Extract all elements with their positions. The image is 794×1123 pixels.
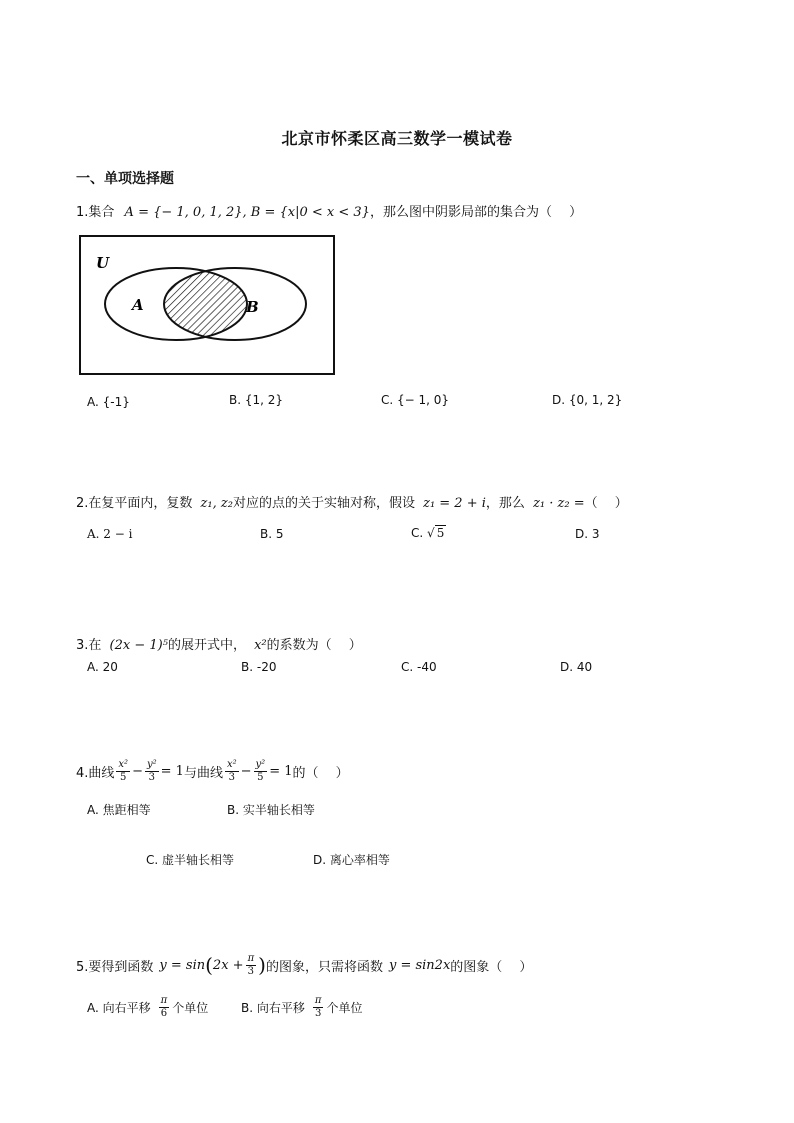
- venn-diagram: [78, 234, 338, 378]
- venn-label-u: U: [96, 254, 110, 272]
- q2-option-b[interactable]: B. 5: [260, 527, 284, 541]
- q2-option-d[interactable]: D. 3: [575, 527, 600, 541]
- q4-c2-frac-y: $\frac{\text{y²}}{5}$: [255, 759, 266, 783]
- page-title: 北京市怀柔区高三数学一模试卷: [281, 129, 513, 148]
- q3-option-d[interactable]: D. 40: [560, 660, 593, 674]
- q1-option-c[interactable]: C. {− 1, 0}: [381, 393, 450, 407]
- q2-z-pair: z₁, z₂: [200, 496, 233, 511]
- q2-product: z₁ · z₂ =: [533, 496, 585, 511]
- q3-option-a[interactable]: A. 20: [87, 660, 118, 674]
- q1-option-d[interactable]: D. {0, 1, 2}: [552, 393, 623, 407]
- q3-expr: (2x − 1)⁵: [109, 638, 168, 653]
- q5-option-b[interactable]: B. 向右平移 $\frac{\pi}{3}$ 个单位: [241, 995, 363, 1019]
- q4-option-a[interactable]: A. 焦距相等: [87, 803, 151, 817]
- q3-option-c[interactable]: C. -40: [401, 660, 437, 674]
- q5-mid: 的图象，只需将函数: [265, 959, 383, 975]
- question-3: [76, 634, 362, 653]
- q2-prefix: 2.在复平面内，复数: [76, 496, 193, 511]
- venn-label-a: A: [132, 296, 144, 314]
- q3-suffix: 的系数为（ ）: [266, 638, 362, 653]
- question-2: [76, 492, 628, 511]
- q5-prefix: 5.要得到函数: [76, 959, 154, 975]
- q1-math: A = {− 1, 0, 1, 2}, B = {x|0 < x < 3}: [124, 205, 370, 220]
- q4-c2-frac-x: $\frac{\text{x²}}{3}$: [226, 759, 237, 783]
- q5-f1-left: y = sin: [159, 957, 206, 973]
- q2-option-a[interactable]: A. 2 − i: [87, 527, 133, 541]
- question-5: 5.要得到函数 y = sin ( 2x + $\frac{\pi}{3}$ ) 的图象，只需将函数 y = sin2x 的图象（ ）: [76, 952, 533, 977]
- q5-option-a[interactable]: A. 向右平移 $\frac{\pi}{6}$ 个单位: [87, 995, 209, 1019]
- venn-label-b: B: [246, 298, 259, 316]
- question-4: 4.曲线 $\frac{\text{x²}}{5}$ − $\frac{\text{y²}}{3}$ = 1 与曲线 $\frac{\text{x²}}{3}$ − $\frac{\text{y²}}{5}$ = 1 的（ ）: [76, 759, 349, 783]
- q2-mid2: ，那么: [485, 496, 525, 511]
- q3-mid: 的展开式中，: [167, 638, 246, 653]
- q5-option-a-frac: $\frac{\pi}{6}$: [160, 995, 168, 1019]
- q4-option-d[interactable]: D. 离心率相等: [313, 853, 390, 867]
- sqrt-symbol: √ 5: [427, 526, 445, 540]
- q3-prefix: 3.在: [76, 638, 102, 653]
- q5-option-b-frac: $\frac{\pi}{3}$: [314, 995, 322, 1019]
- q3-option-b[interactable]: B. -20: [241, 660, 277, 674]
- q2-option-c[interactable]: C. √ 5: [411, 526, 445, 540]
- q1-option-b[interactable]: B. {1, 2}: [229, 393, 284, 407]
- section-heading: 一、单项选择题: [76, 171, 174, 187]
- q2-mid: 对应的点的关于实轴对称，假设: [232, 496, 415, 511]
- q4-option-b[interactable]: B. 实半轴长相等: [227, 803, 315, 817]
- q5-f2: y = sin2x: [388, 957, 451, 973]
- q3-term: x²: [254, 638, 267, 653]
- q1-suffix: ，那么图中阴影局部的集合为（ ）: [369, 205, 583, 220]
- q5-suffix: 的图象（ ）: [450, 959, 533, 975]
- q5-f1-frac: $\frac{\pi}{3}$: [247, 952, 255, 977]
- q4-prefix: 4.曲线: [76, 766, 115, 781]
- q2-suffix: （ ）: [584, 496, 628, 511]
- q2-given: z₁ = 2 + i: [423, 496, 486, 511]
- q4-suffix: 的（ ）: [292, 766, 349, 781]
- q5-f1-inner: 2x +: [212, 957, 244, 973]
- q4-c1-frac-x: $\frac{\text{x²}}{5}$: [118, 759, 129, 783]
- q4-mid: 与曲线: [183, 766, 223, 781]
- q1-prefix: 1.集合: [76, 205, 115, 220]
- q4-c1-frac-y: $\frac{\text{y²}}{3}$: [146, 759, 157, 783]
- question-1: [76, 201, 582, 220]
- q4-option-c[interactable]: C. 虚半轴长相等: [146, 853, 235, 867]
- q1-option-a[interactable]: A. {-1}: [87, 395, 130, 409]
